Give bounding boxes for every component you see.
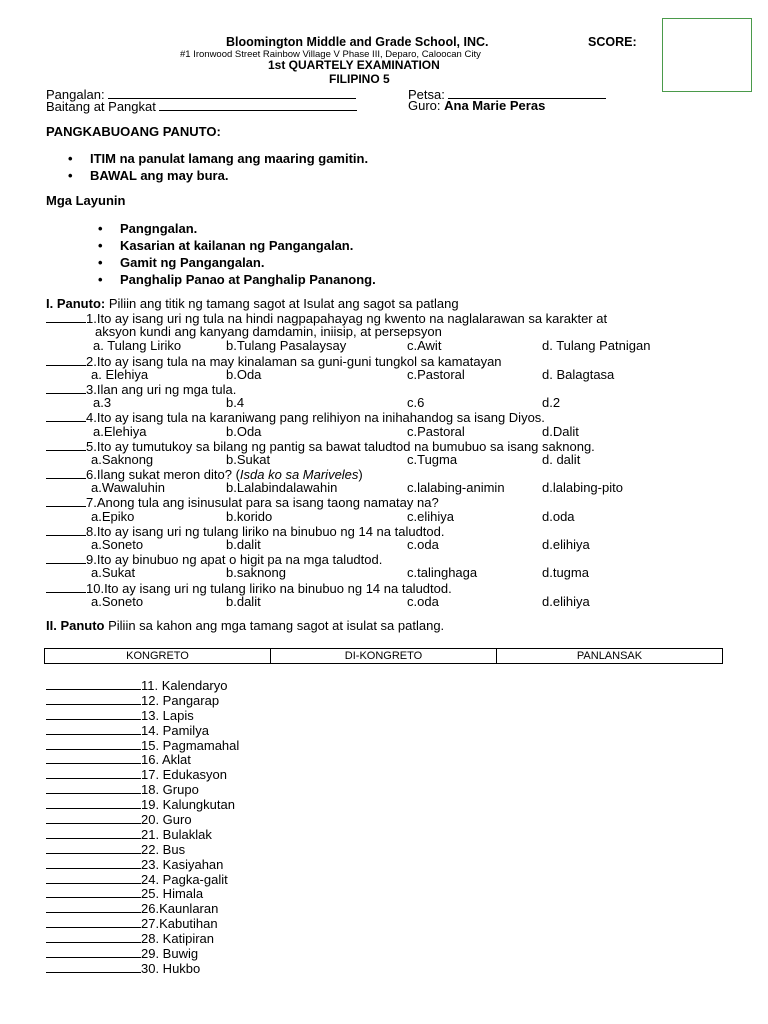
choice[interactable]: a. Tulang Liriko: [93, 338, 182, 354]
choice[interactable]: a. Elehiya: [91, 366, 149, 382]
rule-item: • BAWAL ang may bura.: [64, 169, 368, 186]
list-item: [46, 812, 239, 827]
exam-subject: FILIPINO 5: [329, 72, 390, 86]
part1-questions: [46, 311, 746, 609]
guro-row: [408, 99, 545, 113]
score-label: SCORE:: [588, 35, 637, 49]
question-row: [46, 410, 746, 424]
list-item: [46, 961, 239, 976]
guro-value: Ana Marie Peras: [444, 98, 546, 113]
answer-blank[interactable]: [46, 842, 141, 854]
question-row: [46, 439, 746, 453]
item-text: 25. Himala: [141, 886, 204, 902]
list-item: [46, 886, 239, 901]
choice[interactable]: b.Sukat: [226, 451, 271, 467]
item-text: 26.Kaunlaran: [141, 901, 219, 917]
question-row: [46, 311, 746, 325]
choice[interactable]: b.Oda: [226, 423, 262, 439]
answer-blank[interactable]: [46, 693, 141, 705]
item-text: 20. Guro: [141, 812, 192, 828]
item-text: 19. Kalungkutan: [141, 797, 235, 813]
category-di-kongreto: DI-KONGRETO: [271, 649, 497, 664]
choices-row: [46, 425, 746, 439]
exam-title: 1st QUARTELY EXAMINATION: [268, 58, 440, 72]
category-panlansak: PANLANSAK: [497, 649, 723, 664]
question-text: 8.Ito ay isang uri ng tulang liriko na binubuo ng 14 na taludtod.: [86, 523, 445, 539]
answer-blank[interactable]: [46, 410, 86, 422]
question-text: 9.Ito ay binubuo ng apat o higit pa na mga taludtod.: [86, 552, 383, 568]
choices-row: [46, 538, 746, 552]
answer-blank[interactable]: [46, 767, 141, 779]
item-text: 27.Kabutihan: [141, 916, 218, 932]
choice[interactable]: a.Wawaluhin: [91, 480, 165, 496]
answer-blank[interactable]: [46, 886, 141, 898]
question-text: 2.Ito ay isang tula na may kinalaman sa guni-guni tungkol sa kamatayan: [86, 353, 502, 369]
choice[interactable]: d.elihiya: [542, 593, 590, 609]
list-item: [46, 872, 239, 887]
question-text: 5.Ito ay tumutukoy sa bilang ng pantig sa bawat taludtod na bumubuo sa isang saknong.: [86, 438, 595, 454]
choice[interactable]: c.Pastoral: [407, 423, 465, 439]
answer-blank[interactable]: [46, 439, 86, 451]
choice[interactable]: a.Saknong: [91, 451, 154, 467]
choice[interactable]: c.6: [407, 395, 425, 411]
answer-blank[interactable]: [46, 738, 141, 750]
answer-blank[interactable]: [46, 857, 141, 869]
choice[interactable]: b.Tulang Pasalaysay: [226, 338, 347, 354]
choice[interactable]: a.3: [93, 395, 112, 411]
choice[interactable]: d.oda: [542, 508, 575, 524]
rules-list: [64, 152, 368, 186]
baitang-row: [46, 99, 357, 114]
choice[interactable]: a.Elehiya: [93, 423, 147, 439]
category-kongreto: KONGRETO: [45, 649, 271, 664]
baitang-field[interactable]: [159, 99, 357, 111]
list-item: [46, 857, 239, 872]
choice[interactable]: c.lalabing-animin: [407, 480, 505, 496]
item-text: 12. Pangarap: [141, 692, 220, 708]
objective-item: • Panghalip Panao at Panghalip Pananong.: [94, 273, 376, 290]
choices-row: [46, 368, 746, 382]
answer-blank[interactable]: [46, 311, 86, 323]
choices-row: [46, 510, 746, 524]
question-text: 7.Anong tula ang isinusulat para sa isang taong namatay na?: [86, 495, 439, 511]
list-item: [46, 931, 239, 946]
list-item: [46, 782, 239, 797]
answer-blank[interactable]: [46, 827, 141, 839]
question-row: [46, 581, 746, 595]
answer-blank[interactable]: [46, 708, 141, 720]
answer-blank[interactable]: [46, 782, 141, 794]
item-text: 23. Kasiyahan: [141, 856, 224, 872]
choices-row: [46, 566, 746, 580]
part2-label: II. Panuto: [46, 618, 105, 633]
answer-blank[interactable]: [46, 382, 86, 394]
answer-blank[interactable]: [46, 552, 86, 564]
category-table: [44, 648, 723, 664]
choice[interactable]: d.Dalit: [542, 423, 579, 439]
item-text: 22. Bus: [141, 841, 186, 857]
choice[interactable]: b.saknong: [226, 565, 286, 581]
choice[interactable]: c.Pastoral: [407, 366, 465, 382]
choice[interactable]: c.talinghaga: [407, 565, 478, 581]
score-box: [662, 18, 752, 92]
choice[interactable]: b.dalit: [226, 537, 261, 552]
question-text: 4.Ito ay isang tula na karaniwang pang relihiyon na inihahandog sa isang Diyos.: [86, 410, 545, 426]
item-text: 24. Pagka-galit: [141, 871, 228, 887]
item-text: 29. Buwig: [141, 946, 199, 962]
objectives-list: [94, 222, 376, 290]
answer-blank[interactable]: [46, 872, 141, 884]
choice[interactable]: b.4: [226, 395, 245, 411]
item-text: 21. Bulaklak: [141, 826, 212, 842]
item-text: 17. Edukasyon: [141, 767, 228, 783]
choice[interactable]: c.oda: [407, 537, 439, 552]
list-item: [46, 916, 239, 931]
answer-blank[interactable]: [46, 354, 86, 366]
choices-row: [46, 453, 746, 467]
list-item: [46, 797, 239, 812]
list-item: [46, 946, 239, 961]
question-text: 10.Ito ay isang uri ng tulang liriko na binubuo ng 14 na taludtod.: [86, 580, 452, 596]
item-text: 11. Kalendaryo: [141, 678, 228, 693]
choice[interactable]: a.Sukat: [91, 565, 136, 581]
answer-blank[interactable]: [46, 723, 141, 735]
poem-title: Isda ko sa Mariveles: [239, 467, 359, 483]
answer-blank[interactable]: [46, 467, 86, 479]
choice[interactable]: d. Balagtasa: [542, 366, 615, 382]
part2-instruction: [46, 619, 444, 633]
item-text: 18. Grupo: [141, 782, 199, 798]
answer-blank[interactable]: [46, 901, 141, 913]
list-item: [46, 738, 239, 753]
answer-blank[interactable]: [46, 916, 141, 928]
objective-item: • Pangngalan.: [94, 222, 376, 239]
item-text: 28. Katipiran: [141, 931, 214, 947]
answer-blank[interactable]: [46, 581, 86, 593]
choice[interactable]: a.Epiko: [91, 508, 135, 524]
choice[interactable]: c.Tugma: [407, 451, 458, 467]
list-item: [46, 767, 239, 782]
choice[interactable]: d.elihiya: [542, 537, 590, 552]
objectives-heading: Mga Layunin: [46, 193, 126, 208]
school-name: Bloomington Middle and Grade School, INC.: [226, 35, 489, 49]
choice[interactable]: b.Lalabindalawahin: [226, 480, 338, 496]
choice[interactable]: a.Soneto: [91, 537, 144, 552]
answer-blank[interactable]: [46, 797, 141, 809]
choices-row: [46, 595, 746, 609]
list-item: [46, 693, 239, 708]
part1-instruction: [46, 297, 459, 311]
choice[interactable]: c.Awit: [407, 338, 442, 354]
choice[interactable]: d.tugma: [542, 565, 589, 581]
question-row: [46, 552, 746, 566]
list-item: [46, 723, 239, 738]
pangalan-label: Pangalan:: [46, 87, 105, 102]
answer-blank[interactable]: [46, 678, 141, 690]
baitang-label: Baitang at Pangkat: [46, 99, 156, 114]
choice[interactable]: d. Tulang Patnigan: [542, 338, 651, 354]
list-item: [46, 752, 239, 767]
choice[interactable]: c.oda: [407, 593, 439, 609]
objective-item: • Gamit ng Pangangalan.: [94, 256, 376, 273]
answer-blank[interactable]: [46, 931, 141, 943]
question-text-close: ): [358, 467, 363, 483]
school-address: #1 Ironwood Street Rainbow Village V Phase III, Deparo, Caloocan City: [180, 49, 481, 60]
item-text: 15. Pagmamahal: [141, 737, 240, 753]
rule-item: • ITIM na panulat lamang ang maaring gamitin.: [64, 152, 368, 169]
answer-blank[interactable]: [46, 961, 141, 973]
choice[interactable]: b.korido: [226, 508, 273, 524]
answer-blank[interactable]: [46, 752, 141, 764]
item-text: 16. Aklat: [141, 752, 191, 768]
list-item: [46, 678, 239, 693]
choices-row: [46, 396, 746, 410]
question-row: [46, 354, 746, 368]
item-text: 30. Hukbo: [141, 960, 201, 976]
item-text: 14. Pamilya: [141, 722, 209, 738]
part2-items: [46, 678, 239, 976]
choice[interactable]: d.2: [542, 395, 561, 411]
question-row: [46, 495, 746, 509]
list-item: [46, 842, 239, 857]
question-row: [46, 382, 746, 396]
general-heading: PANGKABUOANG PANUTO:: [46, 124, 221, 139]
choice[interactable]: d. dalit: [542, 451, 581, 467]
question-row: [46, 467, 746, 481]
part1-label: I. Panuto:: [46, 296, 106, 311]
choice[interactable]: a.Soneto: [91, 593, 144, 609]
part1-text: Piliin ang titik ng tamang sagot at Isulat ang sagot sa patlang: [105, 296, 459, 311]
question-row: [46, 524, 746, 538]
answer-blank[interactable]: [46, 946, 141, 958]
choice[interactable]: b.Oda: [226, 366, 262, 382]
answer-blank[interactable]: [46, 812, 141, 824]
part2-text: Piliin sa kahon ang mga tamang sagot at isulat sa patlang.: [104, 618, 445, 633]
list-item: [46, 708, 239, 723]
answer-blank[interactable]: [46, 495, 86, 507]
choice[interactable]: b.dalit: [226, 593, 261, 609]
choices-row: [46, 481, 746, 495]
question-text: 3.Ilan ang uri ng mga tula.: [86, 381, 237, 397]
choice[interactable]: d.lalabing-pito: [542, 480, 623, 496]
petsa-label: Petsa:: [408, 87, 445, 102]
guro-label: Guro:: [408, 98, 441, 113]
item-text: 13. Lapis: [141, 707, 194, 723]
objective-item: • Kasarian at kailanan ng Pangangalan.: [94, 239, 376, 256]
question-text: 6.Ilang sukat meron dito? (: [86, 467, 240, 483]
answer-blank[interactable]: [46, 524, 86, 536]
question-text: 1.Ito ay isang uri ng tula na hindi nagpapahayag ng kwento na naglalarawan sa karakter at: [86, 311, 608, 326]
question-continuation: aksyon kundi ang kanyang damdamin, iniisip, at persepsyon: [95, 324, 442, 340]
choice[interactable]: c.elihiya: [407, 508, 454, 524]
list-item: [46, 827, 239, 842]
choices-row: [46, 339, 746, 353]
list-item: [46, 901, 239, 916]
pangalan-field[interactable]: [108, 87, 356, 99]
